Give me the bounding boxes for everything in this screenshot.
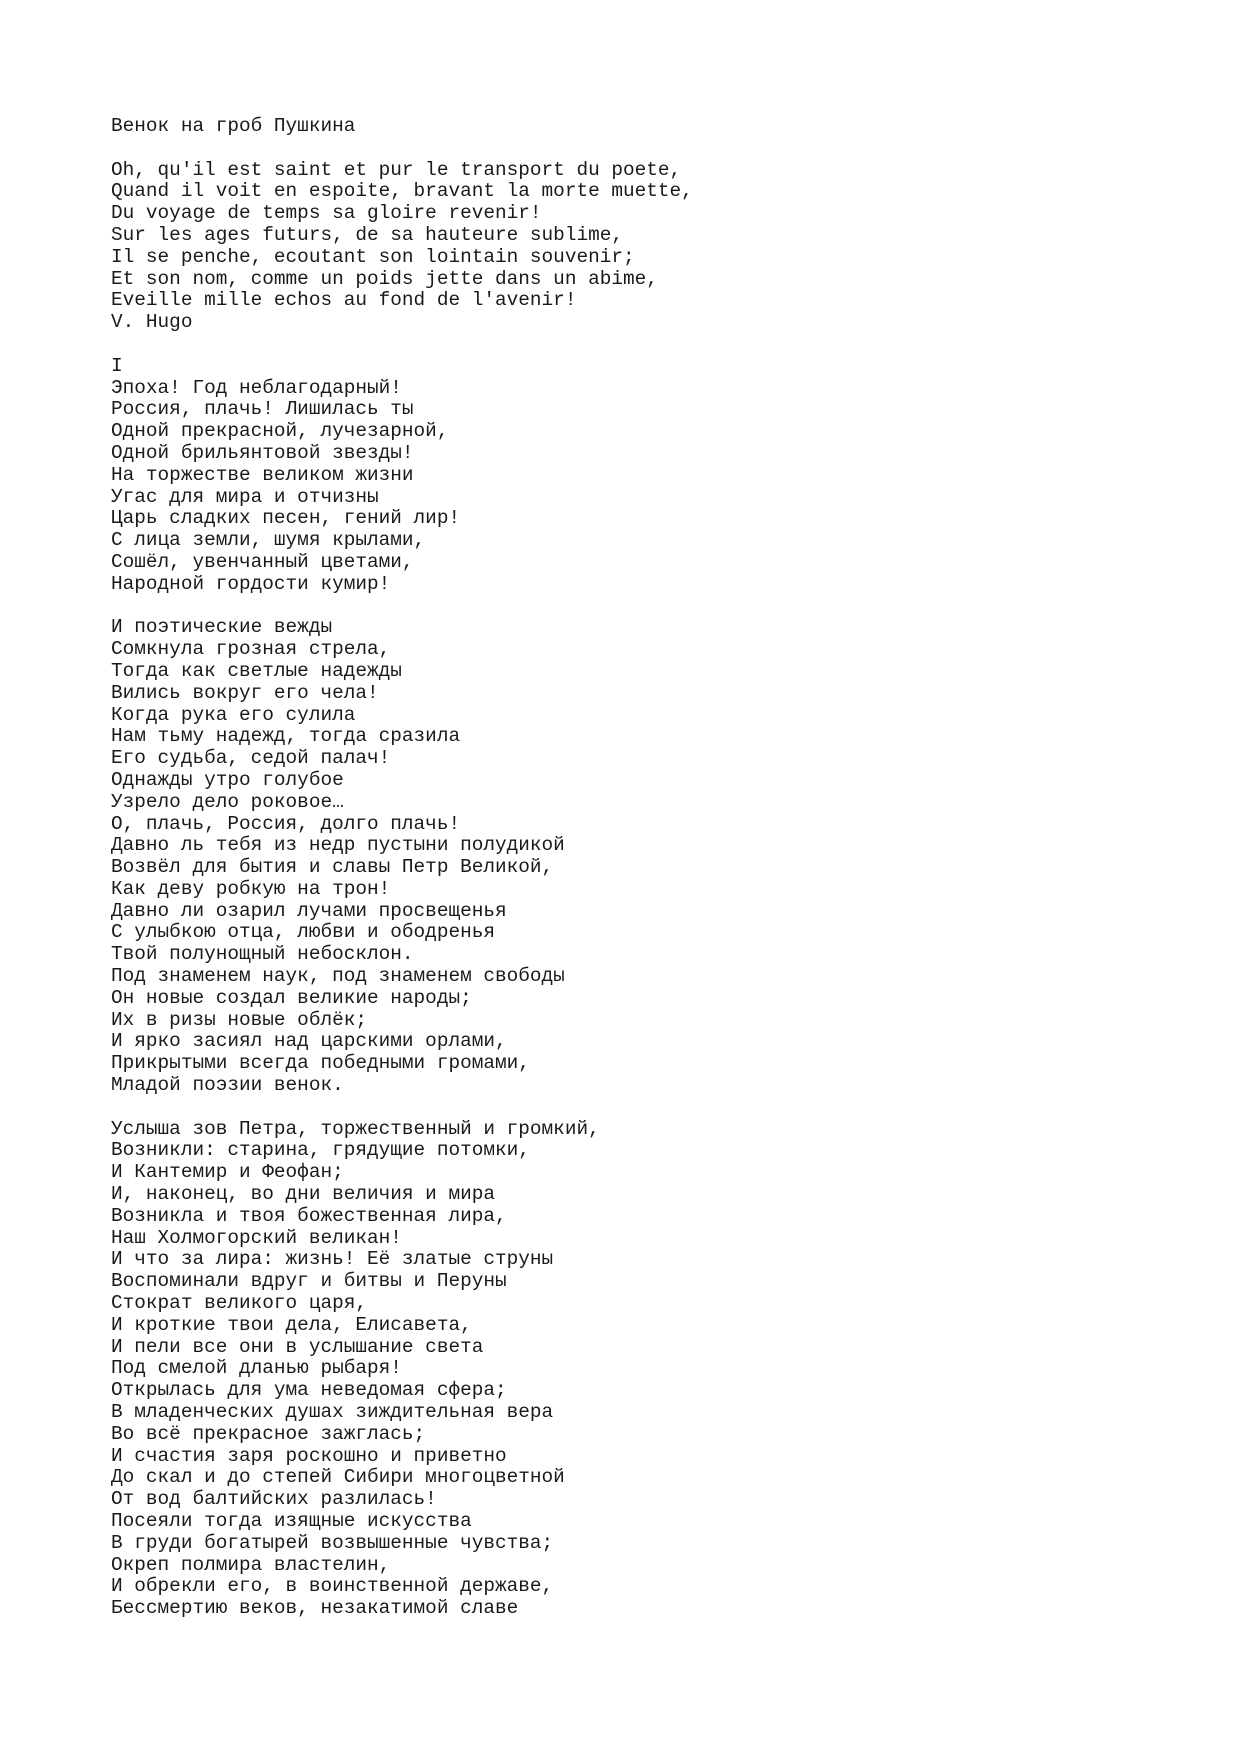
- poem-line: Младой поэзии венок.: [111, 1074, 344, 1097]
- poem-line: И кроткие твои дела, Елисавета,: [111, 1313, 472, 1336]
- poem-line: Эпоха! Год неблагодарный!: [111, 376, 402, 399]
- poem-line: Как деву робкую на трон!: [111, 877, 391, 900]
- epigraph-line: Oh, qu'il est saint et pur le transport du poete,: [111, 158, 682, 181]
- stanza-3: [111, 1119, 1131, 1620]
- poem-line: Прикрытыми всегда победными громами,: [111, 1052, 530, 1075]
- stanza-2: [111, 617, 1131, 1097]
- poem-line: Угас для мира и отчизны: [111, 485, 379, 508]
- poem-line: Одной брильянтовой звезды!: [111, 441, 414, 464]
- poem-line: Под знаменем наук, под знаменем свободы: [111, 965, 565, 988]
- poem-line: Он новые создал великие народы;: [111, 986, 472, 1009]
- poem-line: Наш Холмогорский великан!: [111, 1226, 402, 1249]
- poem-line: Услыша зов Петра, торжественный и громкий,: [111, 1117, 600, 1140]
- poem-line: Царь сладких песен, гений лир!: [111, 507, 461, 530]
- poem-line: Его судьба, седой палач!: [111, 747, 391, 770]
- poem-line: Под смелой дланью рыбаря!: [111, 1357, 402, 1380]
- epigraph: [111, 160, 1131, 334]
- poem-line: Давно ль тебя из недр пустыни полудикой: [111, 834, 565, 857]
- poem-line: Возникли: старина, грядущие потомки,: [111, 1139, 530, 1162]
- epigraph-line: Du voyage de temps sa gloire revenir!: [111, 202, 542, 225]
- poem-line: И обрекли его, в воинственной державе,: [111, 1575, 554, 1598]
- epigraph-line: Sur les ages futurs, de sa hauteure sublime,: [111, 223, 623, 246]
- poem-line: Давно ли озарил лучами просвещенья: [111, 899, 507, 922]
- poem-line: О, плачь, Россия, долго плачь!: [111, 812, 461, 835]
- epigraph-author: V. Hugo: [111, 311, 193, 334]
- document-page: [111, 116, 1131, 1620]
- poem-line: Открылась для ума неведомая сфера;: [111, 1379, 507, 1402]
- epigraph-line: Il se penche, ecoutant son lointain souvenir;: [111, 245, 635, 268]
- epigraph-line: Et son nom, comme un poids jette dans un abime,: [111, 267, 658, 290]
- poem-line: Однажды утро голубое: [111, 768, 344, 791]
- poem-line: И пели все они в услышание света: [111, 1335, 484, 1358]
- poem-line: С улыбкою отца, любви и ободренья: [111, 921, 495, 944]
- poem-line: Бессмертию веков, незакатимой славе: [111, 1597, 519, 1620]
- poem-line: Их в ризы новые облёк;: [111, 1008, 367, 1031]
- poem-line: До скал и до степей Сибири многоцветной: [111, 1466, 565, 1489]
- poem-line: На торжестве великом жизни: [111, 463, 414, 486]
- poem-line: С лица земли, шумя крылами,: [111, 529, 426, 552]
- poem-line: Стократ великого царя,: [111, 1292, 367, 1315]
- document-title: Венок на гроб Пушкина: [111, 115, 356, 137]
- poem-line: Россия, плачь! Лишилась ты: [111, 398, 414, 421]
- stanza-1: [111, 356, 1131, 596]
- poem-line: Воспоминали вдруг и битвы и Перуны: [111, 1270, 507, 1293]
- poem-line: И, наконец, во дни величия и мира: [111, 1183, 495, 1206]
- poem-line: Узрело дело роковое…: [111, 790, 344, 813]
- poem-line: Народной гордости кумир!: [111, 572, 391, 595]
- poem-line: Во всё прекрасное зажглась;: [111, 1422, 426, 1445]
- poem-line: И ярко засиял над царскими орлами,: [111, 1030, 507, 1053]
- section-numeral: I: [111, 354, 123, 377]
- poem-line: Посеяли тогда изящные искусства: [111, 1510, 472, 1532]
- poem-line: Нам тьму надежд, тогда сразила: [111, 725, 461, 748]
- poem-line: Твой полунощный небосклон.: [111, 943, 414, 966]
- poem-line: Тогда как светлые надежды: [111, 659, 402, 682]
- poem-line: Одной прекрасной, лучезарной,: [111, 420, 449, 443]
- epigraph-line: Quand il voit en espoite, bravant la morte muette,: [111, 180, 693, 203]
- poem-line: В груди богатырей возвышенные чувства;: [111, 1531, 554, 1554]
- poem-line: Сомкнула грозная стрела,: [111, 638, 391, 661]
- poem-line: Вились вокруг его чела!: [111, 681, 379, 704]
- epigraph-line: Eveille mille echos au fond de l'avenir!: [111, 289, 577, 312]
- poem-line: Возникла и твоя божественная лира,: [111, 1204, 507, 1227]
- poem-line: И что за лира: жизнь! Её златые струны: [111, 1248, 554, 1271]
- poem-line: В младенческих душах зиждительная вера: [111, 1401, 554, 1424]
- poem-line: Сошёл, увенчанный цветами,: [111, 550, 414, 573]
- poem-line: И счастия заря роскошно и приветно: [111, 1444, 507, 1467]
- poem-line: Окреп полмира властелин,: [111, 1553, 391, 1576]
- poem-line: И поэтические вежды: [111, 616, 333, 639]
- poem-line: И Кантемир и Феофан;: [111, 1161, 344, 1184]
- poem-line: Возвёл для бытия и славы Петр Великой,: [111, 856, 554, 879]
- poem-line: Когда рука его сулила: [111, 703, 356, 726]
- poem-line: От вод балтийских разлилась!: [111, 1488, 437, 1511]
